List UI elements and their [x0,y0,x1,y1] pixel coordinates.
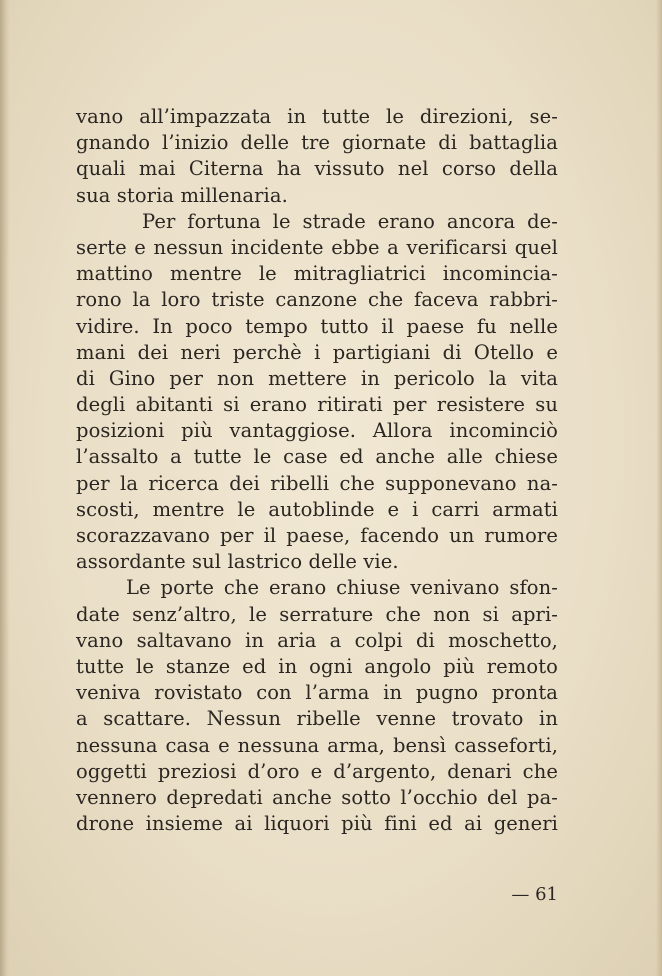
text-line: gnando l’inizio delle tre giornate di battaglia [76,131,558,155]
text-line: nessuna casa e nessuna arma, bensì casseforti, [76,733,558,757]
text-line: serte e nessun incidente ebbe a verificarsi quel [76,235,558,259]
text-line: quali mai Citerna ha vissuto nel corso della [76,157,558,181]
text-line: scorazzavano per il paese, facendo un rumore [76,524,558,547]
text-line: Le porte che erano chiuse venivano sfon- [126,576,558,600]
text-line: scosti, mentre le autoblinde e i carri armati [76,497,558,521]
text-line: tutte le stanze ed in ogni angolo più remoto [76,654,558,678]
page-binding-shadow [0,0,10,976]
body-text [76,104,558,837]
text-line: veniva rovistato con l’arma in pugno pronta [76,681,558,705]
text-line: posizioni più vantaggiose. Allora incominciò [76,419,558,443]
text-line: per la ricerca dei ribelli che supponevano na- [76,471,558,495]
text-line: vennero depredati anche sotto l’occhio del pa- [76,785,558,809]
text-line: l’assalto a tutte le case ed anche alle chiese [76,445,558,469]
text-line: date senz’altro, le serrature che non si apri- [76,602,558,626]
text-line: vidire. In poco tempo tutto il paese fu nelle [76,314,558,338]
text-line: mani dei neri perchè i partigiani di Otello e [76,340,558,364]
text-line: a scattare. Nessun ribelle venne trovato in [76,707,558,731]
text-line: Per fortuna le strade erano ancora de- [142,209,558,233]
page-number: — 61 [511,884,558,905]
text-line: drone insieme ai liquori più fini ed ai generi [76,812,558,836]
text-line: sua storia millenaria. [76,183,288,207]
text-line: oggetti preziosi d’oro e d’argento, denari che [76,759,558,783]
page-edge-shadow [656,0,662,976]
text-line: assordante sul lastrico delle vie. [76,550,399,574]
text-line: rono la loro triste canzone che faceva rabbri- [76,288,558,312]
text-line: mattino mentre le mitragliatrici incomincia- [76,262,558,286]
text-line: di Gino per non mettere in pericolo la vita [76,366,558,390]
text-line: degli abitanti si erano ritirati per resistere su [76,393,558,417]
text-line: vano saltavano in aria a colpi di moschetto, [76,628,558,652]
text-line: vano all’impazzata in tutte le direzioni, se- [76,105,558,128]
